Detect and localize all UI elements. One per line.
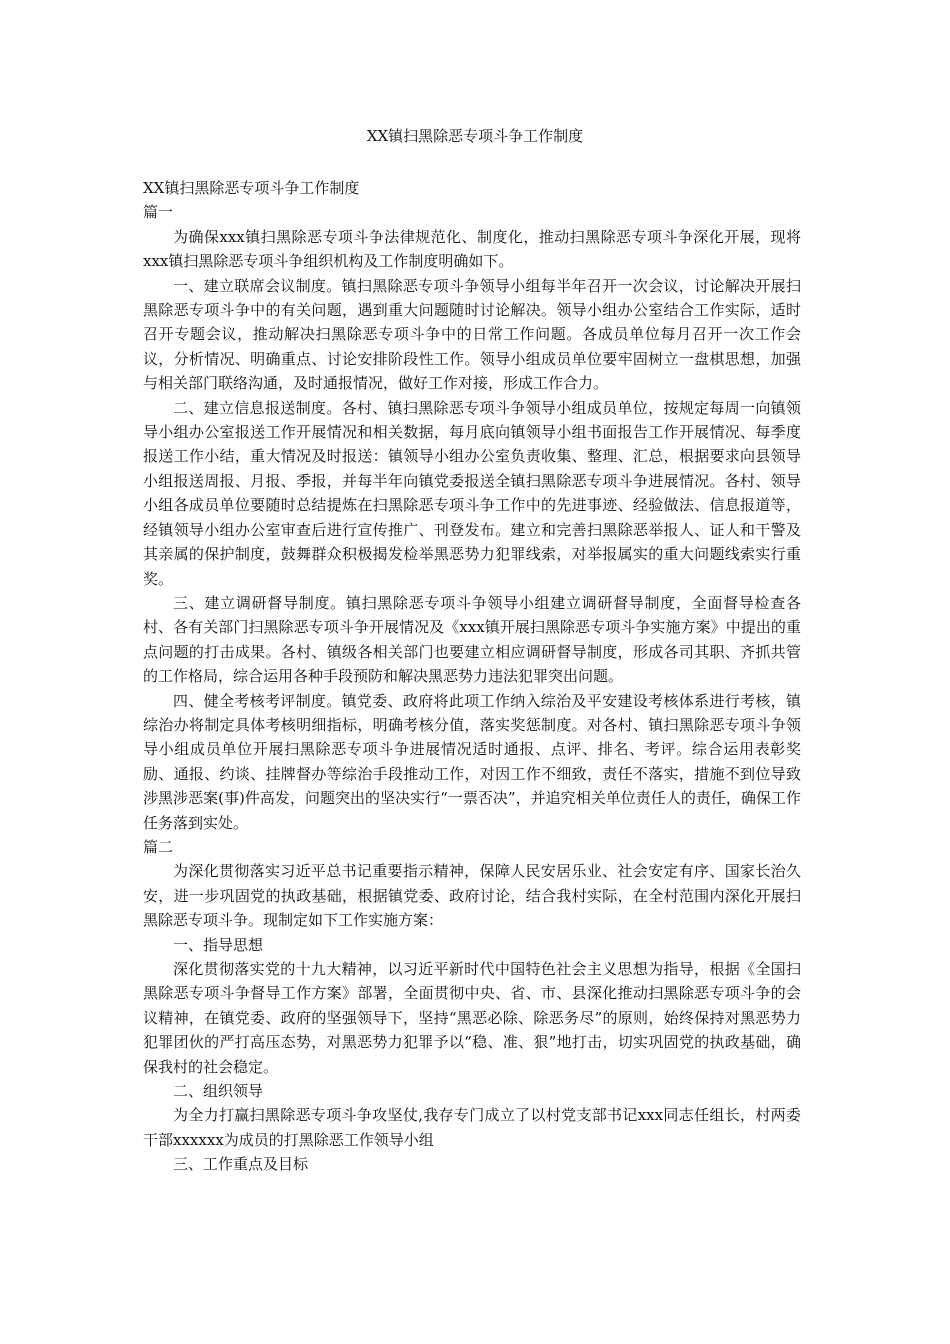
paragraph: 深化贯彻落实党的十九大精神，以习近平新时代中国特色社会主义思想为指导，根据《全国扫黑除恶专项斗争督导工作方案》部署，全面贯彻中央、省、市、县深化推动扫黑除恶专项斗争的会议精神，在镇党委、政府的坚强领导下，坚持“黑恶必除、除恶务尽”的原则，始终保持对黑恶势力犯罪团伙的严打高压态势，对黑恶势力犯罪予以“稳、准、狠”地打击，切实巩固党的执政基础，确保我村的社会稳定。 — [143, 960, 801, 1076]
part-one-label: 篇一 — [143, 203, 174, 222]
paragraph: 四、健全考核考评制度。镇党委、政府将此项工作纳入综治及平安建设考核体系进行考核，镇综治办将制定具体考核明细指标，明确考核分值，落实奖惩制度。对各村、镇扫黑除恶专项斗争领导小组成员单位开展扫黑除恶专项斗争进展情况适时通报、点评、排名、考评。综合运用表彰奖励、通报、约谈、挂牌督办等综治手段推动工作，对因工作不细致，责任不落实，措施不到位导致涉黑涉恶案(事)件高发，问题突出的坚决实行“一票否决”，并追究相关单位责任人的责任，确保工作任务落到实处。 — [143, 691, 801, 832]
document-subtitle: XX镇扫黑除恶专项斗争工作制度 — [143, 179, 360, 197]
paragraph: 为全力打赢扫黑除恶专项斗争攻坚仗,我存专门成立了以村党支部书记xxx同志任组长，村两委干部xxxxxx为成员的打黑除恶工作领导小组 — [143, 1106, 801, 1149]
paragraph: 为确保xxx镇扫黑除恶专项斗争法律规范化、制度化，推动扫黑除恶专项斗争深化开展，现将xxx镇扫黑除恶专项斗争组织机构及工作制度明确如下。 — [143, 227, 801, 271]
section-heading: 三、工作重点及目标 — [173, 1155, 309, 1174]
part-two-label: 篇二 — [143, 837, 174, 856]
paragraph: 为深化贯彻落实习近平总书记重要指示精神，保障人民安居乐业、社会安定有序、国家长治久安，进一步巩固党的执政基础，根据镇党委、政府讨论，结合我村实际，在全村范围内深化开展扫黑除恶专项斗争。现制定如下工作实施方案： — [143, 862, 801, 930]
paragraph: 二、建立信息报送制度。各村、镇扫黑除恶专项斗争领导小组成员单位，按规定每周一向镇领导小组办公室报送工作开展情况和相关数据，每月底向镇领导小组书面报告工作开展情况、每季度报送工作小结，重大情况及时报送：镇领导小组办公室负责收集、整理、汇总，根据要求向县领导小组报送周报、月报、季报，并每半年向镇党委报送全镇扫黑除恶专项斗争进展情况。各村、领导小组各成员单位要随时总结提炼在扫黑除恶专项斗争工作中的先进事迹、经验做法、信息报道等，经镇领导小组办公室审查后进行宣传推广、刊登发布。建立和完善扫黑除恶举报人、证人和干警及其亲属的保护制度，鼓舞群众积极揭发检举黑恶势力犯罪线索，对举报属实的重大问题线索实行重奖。 — [143, 398, 801, 588]
document-body — [143, 176, 801, 1177]
paragraph: 一、建立联席会议制度。镇扫黑除恶专项斗争领导小组每半年召开一次会议，讨论解决开展扫黑除恶专项斗争中的有关问题，遇到重大问题随时讨论解决。领导小组办公室结合工作实际，适时召开专题会议，推动解决扫黑除恶专项斗争中的日常工作问题。各成员单位每月召开一次工作会议，分析情况、明确重点、讨论安排阶段性工作。领导小组成员单位要牢固树立一盘棋思想，加强与相关部门联络沟通，及时通报情况，做好工作对接，形成工作合力。 — [143, 276, 801, 393]
section-heading: 二、组织领导 — [173, 1082, 264, 1101]
document-title: XX镇扫黑除恶专项斗争工作制度 — [366, 127, 584, 145]
paragraph: 三、建立调研督导制度。镇扫黑除恶专项斗争领导小组建立调研督导制度，全面督导检查各村、各有关部门扫黑除恶专项斗争开展情况及《xxx镇开展扫黑除恶专项斗争实施方案》中提出的重点问题的打击成果。各村、镇级各相关部门也要建立相应调研督导制度，形成各司其职、齐抓共管的工作格局，综合运用各种手段预防和解决黑恶势力违法犯罪突出问题。 — [143, 593, 801, 686]
section-heading: 一、指导思想 — [173, 935, 264, 954]
